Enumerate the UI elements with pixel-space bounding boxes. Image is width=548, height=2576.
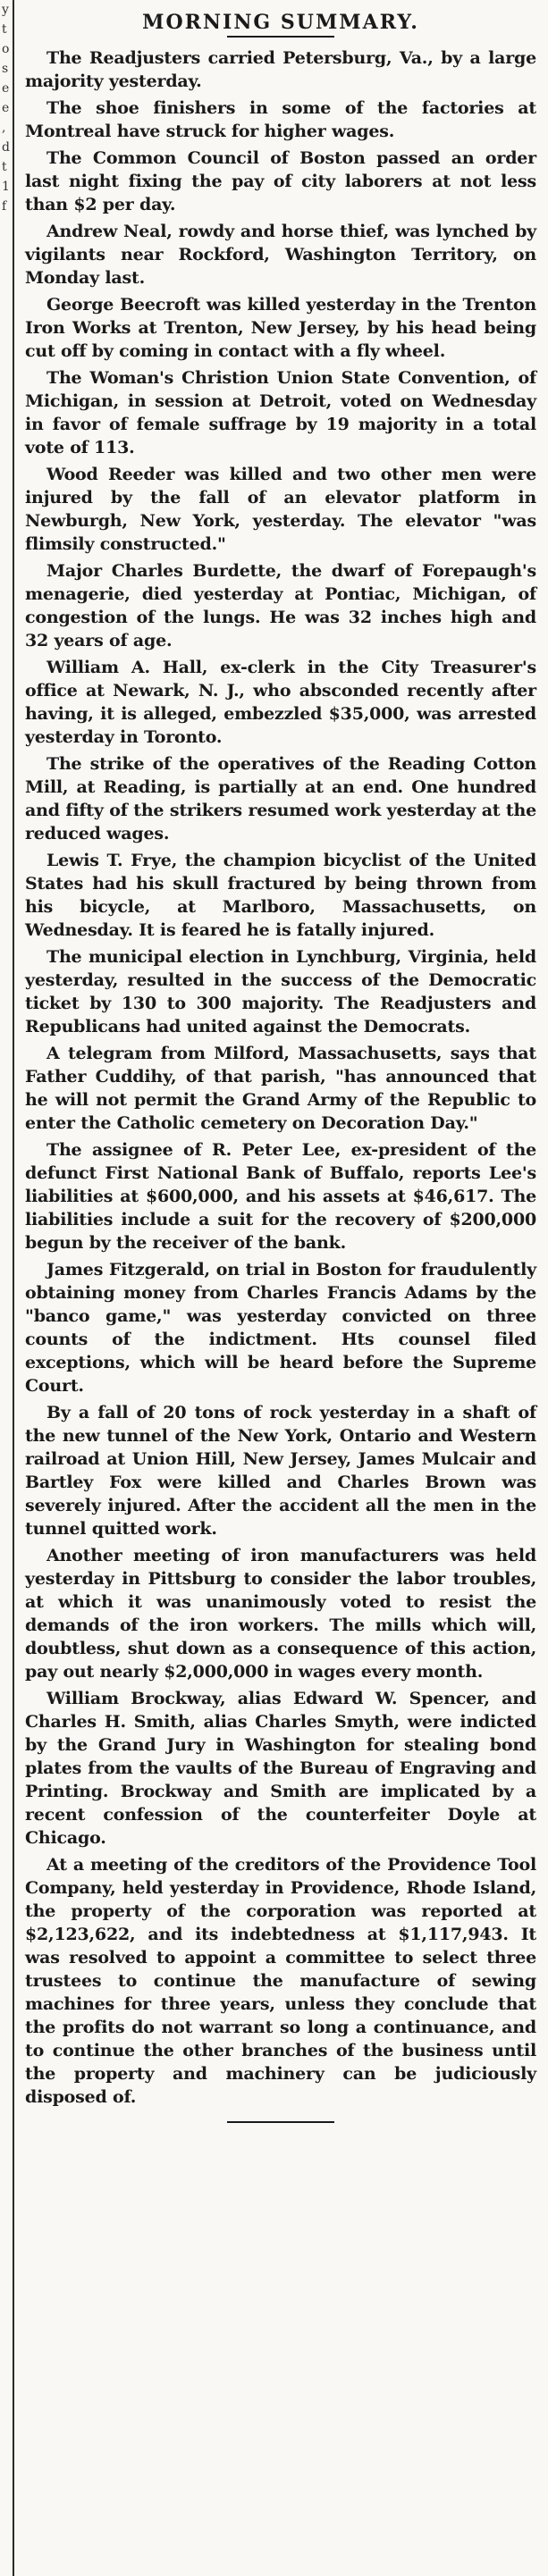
- news-item: The municipal election in Lynchburg, Virginia, held yesterday, resulted in the success of the Democratic ticket by 130 to 300 majority. The Readjusters and Republicans had united against the Democrats.: [25, 947, 536, 1036]
- news-item: Andrew Neal, rowdy and horse thief, was lynched by vigilants near Rockford, Washington Territory, on Monday last.: [25, 222, 536, 288]
- news-items: [25, 46, 536, 2109]
- news-item: William Brockway, alias Edward W. Spencer, and Charles H. Smith, alias Charles Smyth, were indicted by the Grand Jury in Washington for stealing bond plates from the vaults of the Bureau of Engraving and Printing. Brockway and Smith are implicated by a recent confession of the counterfeiter Doyle at Chicago.: [25, 1689, 536, 1848]
- edge-fragment: e: [2, 81, 10, 96]
- news-item: At a meeting of the creditors of the Providence Tool Company, held yesterday in Providence, Rhode Island, the property of the corporation was reported at $2,123,622, and its indebtedness at $1,117,943. It was resolved to appoint a committee to select three trustees to continue the manufacture of sewing machines for three years, unless they conclude that the profits do not warrant so long a continuance, and to continue the other branches of the business until the property and machinery can be judiciously disposed of.: [25, 1855, 536, 2107]
- edge-fragment: y: [2, 3, 9, 17]
- edge-fragment: f: [2, 199, 7, 214]
- news-item: James Fitzgerald, on trial in Boston for fraudulently obtaining money from Charles Francis Adams by the "banco game," was yesterday convicted on three counts of the indictment. Hts counsel filed exceptions, which will be heard before the Supreme Court.: [25, 1260, 536, 1396]
- news-item: The shoe finishers in some of the factories at Montreal have struck for higher wages.: [25, 98, 536, 141]
- news-item: The Readjusters carried Petersburg, Va., by a large majority yesterday.: [25, 48, 536, 91]
- edge-fragment: s: [2, 62, 9, 76]
- edge-fragment: d: [2, 140, 10, 155]
- news-item: Another meeting of iron manufacturers was held yesterday in Pittsburg to consider the labor troubles, at which it was unanimously voted to resist the demands of the iron workers. The mills which will, doubtless, shut down as a consequence of this action, pay out nearly $2,000,000 in wages every month.: [25, 1546, 536, 1682]
- section-heading: MORNING SUMMARY.: [142, 11, 419, 34]
- news-item: William A. Hall, ex-clerk in the City Treasurer's office at Newark, N. J., who absconded recently after having, it is alleged, embezzled $35,000, was arrested yesterday in Toronto.: [25, 658, 536, 747]
- adjacent-column-edge: [0, 0, 11, 2576]
- news-item: The Common Council of Boston passed an order last night fixing the pay of city laborers at not less than $2 per day.: [25, 148, 536, 214]
- heading-rule: [227, 36, 334, 38]
- news-item: A telegram from Milford, Massachusetts, says that Father Cuddihy, of that parish, "has announced that he will not permit the Grand Army of the Republic to enter the Catholic cemetery on Decoration Day.": [25, 1044, 536, 1133]
- edge-fragment: 1: [2, 180, 10, 194]
- edge-fragment: e: [2, 101, 10, 115]
- news-item: Major Charles Burdette, the dwarf of Forepaugh's menagerie, died yesterday at Pontiac, Michigan, of congestion of the lungs. He was 32 inches high and 32 years of age.: [25, 561, 536, 650]
- news-item: The assignee of R. Peter Lee, ex-president of the defunct First National Bank of Buffalo, reports Lee's liabilities at $600,000, and his assets at $46,617. The liabilities include a suit for the recovery of $200,000 begun by the receiver of the bank.: [25, 1140, 536, 1253]
- news-item: George Beecroft was killed yesterday in the Trenton Iron Works at Trenton, New Jersey, by his head being cut off by coming in contact with a fly wheel.: [25, 295, 536, 361]
- news-item: The Woman's Christion Union State Convention, of Michigan, in session at Detroit, voted on Wednesday in favor of female suffrage by 19 majority in a total vote of 113.: [25, 368, 536, 457]
- edge-fragment: t: [2, 22, 7, 37]
- edge-fragment: o: [2, 42, 10, 56]
- news-item: By a fall of 20 tons of rock yesterday in a shaft of the new tunnel of the New York, Ontario and Western railroad at Union Hill, New Jersey, James Mulcair and Bartley Fox were killed and Charles Brown was severely injured. After the accident all the men in the tunnel quitted work.: [25, 1403, 536, 1539]
- edge-fragment: ,: [2, 121, 6, 135]
- morning-summary-column: [25, 11, 536, 2123]
- footer-rule: [227, 2121, 334, 2123]
- news-item: Wood Reeder was killed and two other men were injured by the fall of an elevator platform in Newburgh, New York, yesterday. The elevator "was flimsily constructed.": [25, 465, 536, 554]
- edge-fragment: t: [2, 160, 7, 174]
- news-item: Lewis T. Frye, the champion bicyclist of the United States had his skull fractured by being thrown from his bicycle, at Marlboro, Massachusetts, on Wednesday. It is feared he is fatally injured.: [25, 851, 536, 940]
- column-divider: [13, 0, 14, 2576]
- news-item: The strike of the operatives of the Reading Cotton Mill, at Reading, is partially at an end. One hundred and fifty of the strikers resumed work yesterday at the reduced wages.: [25, 754, 536, 843]
